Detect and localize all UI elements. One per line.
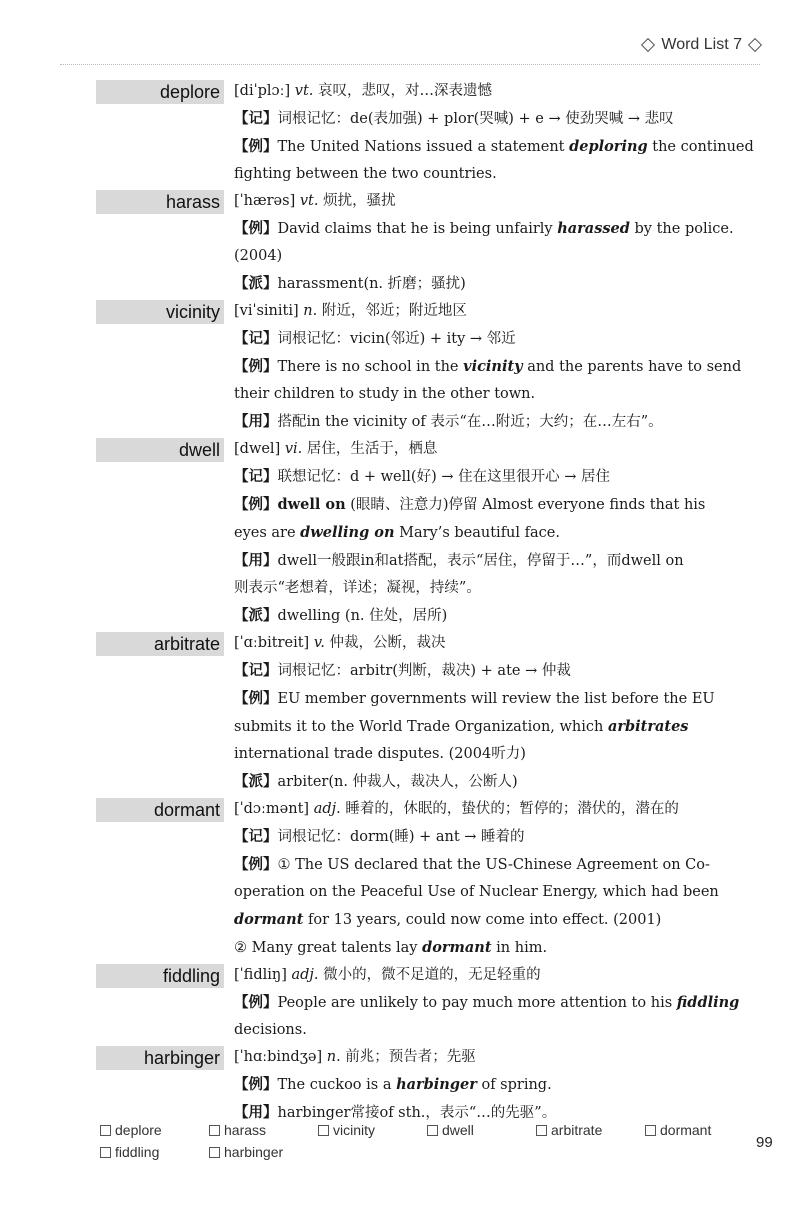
section-tag: 【例】 [234,138,278,155]
text-segment: 仲裁，公断，裁决 [324,635,446,651]
text-segment: EU member governments will review the list before the EU [277,691,715,707]
text-segment: vt. [299,193,319,209]
checklist-item [645,1122,754,1138]
word-entries [0,78,800,1127]
text-segment: international trade disputes. (2004听力) [234,746,526,762]
text-segment: 附近，邻近；附近地区 [317,303,467,319]
checkbox-icon [209,1125,220,1136]
text-segment: dwell on [277,496,346,513]
text-segment: [ˈdɔːmənt] [234,801,314,817]
headword: harbinger [96,1046,224,1070]
text-segment: The United Nations issued a statement [277,139,570,155]
entry-line [234,243,754,270]
running-header [643,36,760,54]
text-segment: in him. [491,940,548,956]
entry-line [234,519,754,547]
diamond-icon [641,38,655,52]
text-segment: 则表示“老想着，详述；凝视，持续”。 [234,580,481,596]
text-segment: 词根记忆：arbitr(判断，裁决) + ate → 仲裁 [277,663,571,679]
checklist-label: harass [224,1122,267,1138]
entry-line [234,408,754,436]
word-entry [0,436,800,630]
text-segment: 前兆；预告者；先驱 [340,1049,476,1065]
text-segment: 居住，生活于，栖息 [302,441,438,457]
highlighted-word: harbinger [396,1076,477,1093]
checklist-item [536,1122,645,1138]
text-segment: [dwel] [234,441,285,457]
text-segment: of spring. [476,1077,552,1093]
entry-line [234,657,754,685]
entry-line [234,741,754,768]
entry-line [234,105,754,133]
text-segment: n. [326,1049,341,1065]
text-segment: 微小的，微不足道的，无足轻重的 [318,967,541,983]
entry-line [234,823,754,851]
text-segment: 搭配in the vicinity of 表示“在…附近；大约；在…左右”。 [277,414,663,430]
checkbox-icon [318,1125,329,1136]
entry-line [234,575,754,602]
text-segment: [ˈhærəs] [234,193,300,209]
entry-line [234,934,754,962]
text-segment: adj. [291,967,319,983]
headword: fiddling [96,964,224,988]
text-segment: 睡着的，休眠的，蛰伏的；暂停的；潜伏的，潜在的 [340,801,679,817]
text-segment: [diˈplɔː] [234,83,295,99]
highlighted-word: dwelling on [300,524,395,541]
highlighted-word: dormant [234,911,304,928]
section-tag: 【记】 [234,468,278,485]
entry-line [234,713,754,741]
text-segment: [ˈɑːbitreit] [234,635,314,651]
entry-line [234,436,754,463]
text-segment: ① The US declared that the US-Chinese Agreement on Co- [277,857,710,873]
entry-line [234,547,754,575]
entry-line [234,989,754,1017]
checkbox-icon [100,1125,111,1136]
checkbox-icon [100,1147,111,1158]
section-tag: 【派】 [234,607,278,624]
word-entry [0,962,800,1044]
entry-line [234,1017,754,1044]
entry-line [234,491,754,519]
section-tag: 【记】 [234,828,278,845]
checklist-item [209,1144,318,1160]
word-entry [0,188,800,298]
text-segment: eyes are [234,525,301,541]
section-tag: 【记】 [234,330,278,347]
entry-line [234,685,754,713]
headword: harass [96,190,224,214]
entry-line [234,188,754,215]
entry-body [234,1044,754,1127]
highlighted-word: deploring [569,138,648,155]
checklist-label: arbitrate [551,1122,603,1138]
entry-line [234,298,754,325]
word-list-title: Word List 7 [661,36,742,53]
checklist-label: fiddling [115,1144,160,1160]
highlighted-word: dormant [422,939,492,956]
text-segment: n. [303,303,318,319]
text-segment: ② Many great talents lay [234,940,423,956]
headword: dormant [96,798,224,822]
entry-body [234,436,754,630]
text-segment: v. [313,635,325,651]
checkbox-icon [209,1147,220,1158]
entry-line [234,463,754,491]
section-tag: 【例】 [234,856,278,873]
entry-body [234,630,754,796]
text-segment: by the police. [629,221,734,237]
text-segment: Mary’s beautiful face. [394,525,560,541]
text-segment: There is no school in the [277,359,464,375]
section-tag: 【记】 [234,110,278,127]
section-tag: 【例】 [234,1076,278,1093]
checklist-item [100,1122,209,1138]
highlighted-word: arbitrates [607,718,689,735]
entry-line [234,270,754,298]
section-tag: 【例】 [234,994,278,1011]
entry-line [234,768,754,796]
entry-body [234,298,754,436]
word-entry [0,630,800,796]
header-divider [60,64,760,65]
text-segment: David claims that he is being unfairly [277,221,558,237]
entry-line [234,161,754,188]
entry-line [234,1044,754,1071]
headword: vicinity [96,300,224,324]
checklist-item [209,1122,318,1138]
text-segment: their children to study in the other town. [234,386,536,402]
text-segment: 词根记忆：de(表加强) + plor(哭喊) + e → 使劲哭喊 → 悲叹 [277,111,674,127]
text-segment: [ˈhɑːbindʒə] [234,1049,327,1065]
word-entry [0,1044,800,1127]
entry-line [234,796,754,823]
section-tag: 【例】 [234,496,278,513]
section-tag: 【例】 [234,358,278,375]
text-segment: dwell一般跟in和at搭配，表示“居住，停留于…”，而dwell on [277,553,684,569]
entry-line [234,630,754,657]
word-entry [0,78,800,188]
text-segment: 哀叹，悲叹，对…深表遗憾 [313,83,493,99]
section-tag: 【例】 [234,220,278,237]
text-segment: decisions. [234,1022,307,1038]
entry-line [234,353,754,381]
entry-line [234,381,754,408]
entry-line [234,325,754,353]
text-segment: and the parents have to send [522,359,742,375]
checklist-label: dormant [660,1122,712,1138]
checklist-item [427,1122,536,1138]
word-entry [0,796,800,962]
highlighted-word: fiddling [676,994,740,1011]
checkbox-icon [427,1125,438,1136]
text-segment: harbinger常接of sth.，表示“…的先驱”。 [277,1105,557,1121]
section-tag: 【用】 [234,413,278,430]
text-segment: vt. [294,83,314,99]
text-segment: People are unlikely to pay much more attention to his [277,995,677,1011]
text-segment: arbiter(n. 仲裁人，裁决人，公断人) [277,774,518,790]
entry-line [234,851,754,879]
entry-body [234,78,754,188]
text-segment: fighting between the two countries. [234,166,497,182]
headword: deplore [96,80,224,104]
text-segment: [viˈsiniti] [234,303,304,319]
checkbox-icon [645,1125,656,1136]
entry-body [234,188,754,298]
text-segment: for 13 years, could now come into effect. (2001) [303,912,662,928]
entry-line [234,78,754,105]
section-tag: 【派】 [234,773,278,790]
text-segment: [ˈfidliŋ] [234,967,292,983]
text-segment: operation on the Peaceful Use of Nuclear Energy, which had been [234,884,719,900]
text-segment: 联想记忆：d + well(好) → 住在这里很开心 → 居住 [277,469,610,485]
headword: arbitrate [96,632,224,656]
checklist-item [318,1122,427,1138]
checklist [100,1122,754,1160]
entry-line [234,602,754,630]
checklist-item [100,1144,209,1160]
text-segment: dwelling (n. 住处，居所) [277,608,448,624]
text-segment: submits it to the World Trade Organization, which [234,719,608,735]
text-segment: 词根记忆：vicin(邻近) + ity → 邻近 [277,331,516,347]
entry-line [234,133,754,161]
headword: dwell [96,438,224,462]
text-segment: (眼睛、注意力)停留 Almost everyone finds that his [345,497,706,513]
entry-body [234,962,754,1044]
entry-body [234,796,754,962]
entry-line [234,879,754,906]
highlighted-word: harassed [557,220,630,237]
checklist-label: dwell [442,1122,474,1138]
text-segment: harassment(n. 折磨；骚扰) [277,276,466,292]
text-segment: 词根记忆：dorm(睡) + ant → 睡着的 [277,829,525,845]
text-segment: The cuckoo is a [277,1077,397,1093]
checklist-label: deplore [115,1122,162,1138]
text-segment: (2004) [234,248,283,264]
entry-line [234,962,754,989]
text-segment: adj. [313,801,341,817]
section-tag: 【用】 [234,552,278,569]
text-segment: vi. [284,441,303,457]
checklist-label: vicinity [333,1122,376,1138]
highlighted-word: vicinity [463,358,523,375]
text-segment: the continued [647,139,754,155]
entry-line [234,215,754,243]
page-number: 99 [756,1134,773,1151]
checklist-label: harbinger [224,1144,284,1160]
text-segment: 烦扰，骚扰 [318,193,396,209]
section-tag: 【例】 [234,690,278,707]
word-entry [0,298,800,436]
entry-line [234,1071,754,1099]
section-tag: 【用】 [234,1104,278,1121]
diamond-icon [748,38,762,52]
checkbox-icon [536,1125,547,1136]
section-tag: 【记】 [234,662,278,679]
section-tag: 【派】 [234,275,278,292]
entry-line [234,906,754,934]
